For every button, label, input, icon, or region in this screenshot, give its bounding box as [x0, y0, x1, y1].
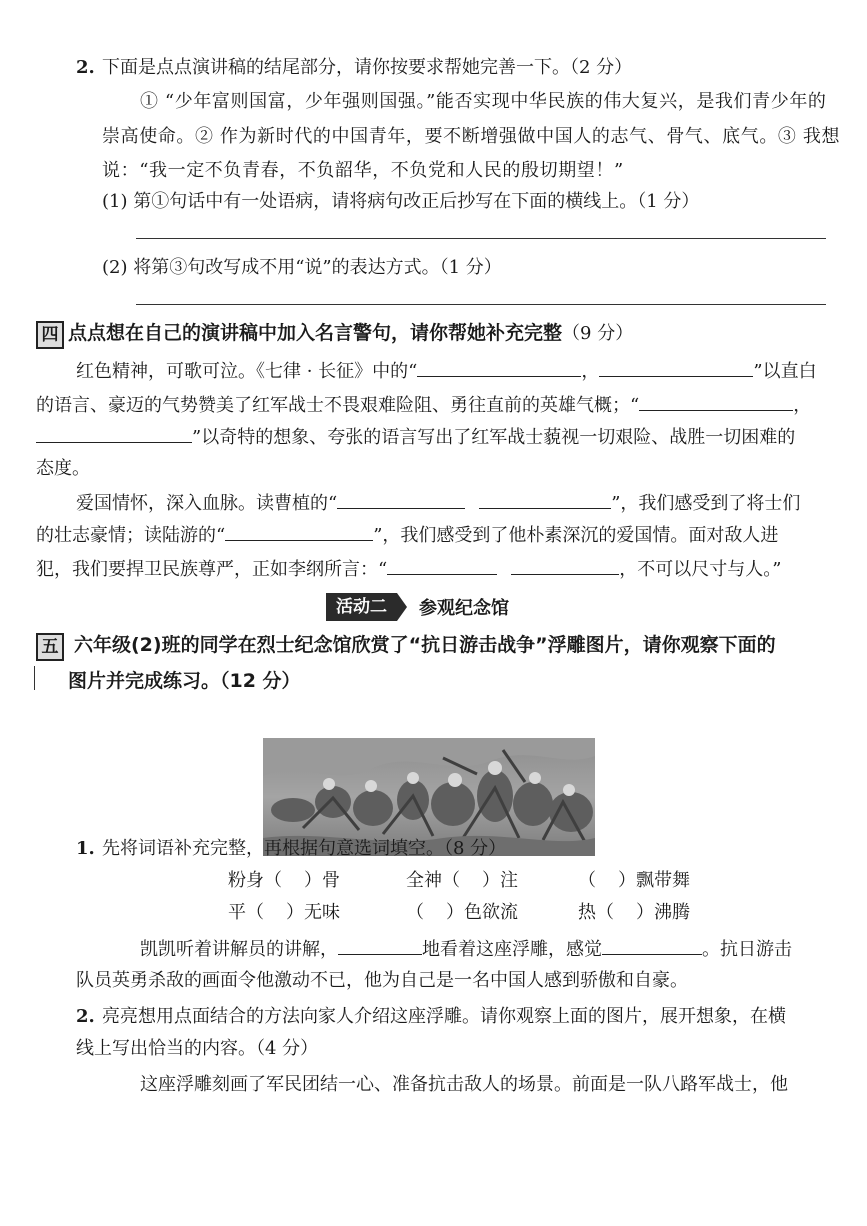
word-item[interactable]: 热（ ）沸腾 [578, 902, 690, 923]
section-4-heading [36, 318, 633, 349]
section-5-title-line-1: 六年级(2)班的同学在烈士纪念馆欣赏了“抗日游击战争”浮雕图片，请你观察下面的 [74, 634, 776, 656]
blank-11[interactable] [602, 936, 702, 955]
section-5-badge: 五 [36, 633, 64, 661]
blank-4[interactable] [36, 424, 192, 443]
word-item[interactable]: （ ）色欲流 [406, 902, 518, 923]
q2-passage-line-2: 崇高使命。② 作为新时代的中国青年，要不断增强做中国人的志气、骨气、底气。③ 我想 [102, 126, 841, 147]
word-item[interactable]: （ ）飘带舞 [578, 870, 690, 891]
q5-2-number: 2. [76, 1006, 95, 1027]
sec4-p1-line-3: ”以奇特的想象、夸张的语言写出了红军战士藐视一切艰险、战胜一切困难的 [36, 424, 795, 451]
activity-arrow-icon [397, 593, 407, 621]
activity-banner [326, 593, 509, 621]
q2-passage-line-3: 说：“我一定不负青春，不负韶华，不负党和人民的殷切期望！” [102, 160, 624, 181]
q2-number: 2. [76, 57, 95, 78]
sec4-p1-line-2: 的语言、豪迈的气势赞美了红军战士不畏艰难险阻、勇往直前的英雄气概；“ ， [36, 392, 811, 419]
q2-sub-question-1: (1) 第①句话中有一处语病，请将病句改正后抄写在下面的横线上。（1 分） [102, 191, 700, 212]
blank-3[interactable] [639, 392, 793, 411]
sec4-p1-line-4: 态度。 [36, 458, 90, 479]
fill-sentence-line-1: 凯凯听着讲解员的讲解， 地看着这座浮雕，感觉 。抗日游击 [140, 936, 792, 963]
blank-10[interactable] [338, 936, 422, 955]
word-item[interactable]: 粉身（ ）骨 [228, 870, 340, 891]
blank-2[interactable] [599, 358, 753, 377]
section-5-title-line-2: 图片并完成练习。（12 分） [68, 670, 301, 692]
section-4-badge: 四 [36, 321, 64, 349]
blank-7[interactable] [225, 522, 373, 541]
answer-line-1[interactable] [136, 238, 826, 239]
sec4-p2-line-3: 犯，我们要捍卫民族尊严，正如李纲所言：“ ，不可以尺寸与人。” [36, 556, 781, 583]
q5-1-number: 1. [76, 838, 95, 859]
q5-1-prompt: 先将词语补充完整，再根据句意选词填空。（8 分） [102, 838, 507, 859]
q2-passage-line-1: ① “少年富则国富，少年强则国强。”能否实现中华民族的伟大复兴，是我们青少年的 [140, 91, 827, 112]
blank-5[interactable] [337, 490, 465, 509]
section-4-title: 点点想在自己的演讲稿中加入名言警句，请你帮她补充完整 [68, 322, 563, 344]
margin-mark [34, 666, 35, 690]
word-item[interactable]: 全神（ ）注 [406, 870, 518, 891]
word-item[interactable]: 平（ ）无味 [228, 902, 340, 923]
activity-name: 参观纪念馆 [419, 598, 509, 619]
blank-8[interactable] [387, 556, 497, 575]
fill-sentence-line-2: 队员英勇杀敌的画面令他激动不已，他为自己是一名中国人感到骄傲和自豪。 [76, 970, 688, 991]
q5-2-line-1: 亮亮想用点面结合的方法向家人介绍这座浮雕。请你观察上面的图片，展开想象，在横 [102, 1006, 786, 1027]
blank-1[interactable] [417, 358, 581, 377]
section-4-score: （9 分） [562, 323, 634, 344]
blank-6[interactable] [479, 490, 611, 509]
blank-9[interactable] [511, 556, 619, 575]
q2-sub-question-2: (2) 将第③句改写成不用“说”的表达方式。（1 分） [102, 257, 502, 278]
sec4-p2-line-1: 爱国情怀，深入血脉。读曹植的“ ”，我们感受到了将士们 [76, 490, 800, 517]
activity-tag: 活动二 [326, 593, 397, 621]
section-5-heading [36, 630, 776, 661]
sec4-p1-line-1: 红色精神，可歌可泣。《七律 · 长征》中的“ ， ”以直白 [76, 358, 817, 385]
q5-2-line-3: 这座浮雕刻画了军民团结一心、准备抗击敌人的场景。前面是一队八路军战士，他 [140, 1074, 788, 1095]
sec4-p2-line-2: 的壮志豪情；读陆游的“ ”，我们感受到了他朴素深沉的爱国情。面对敌人进 [36, 522, 778, 549]
answer-line-2[interactable] [136, 304, 826, 305]
q5-2-line-2: 线上写出恰当的内容。（4 分） [76, 1038, 319, 1059]
q2-prompt: 下面是点点演讲稿的结尾部分，请你按要求帮她完善一下。（2 分） [102, 57, 633, 78]
